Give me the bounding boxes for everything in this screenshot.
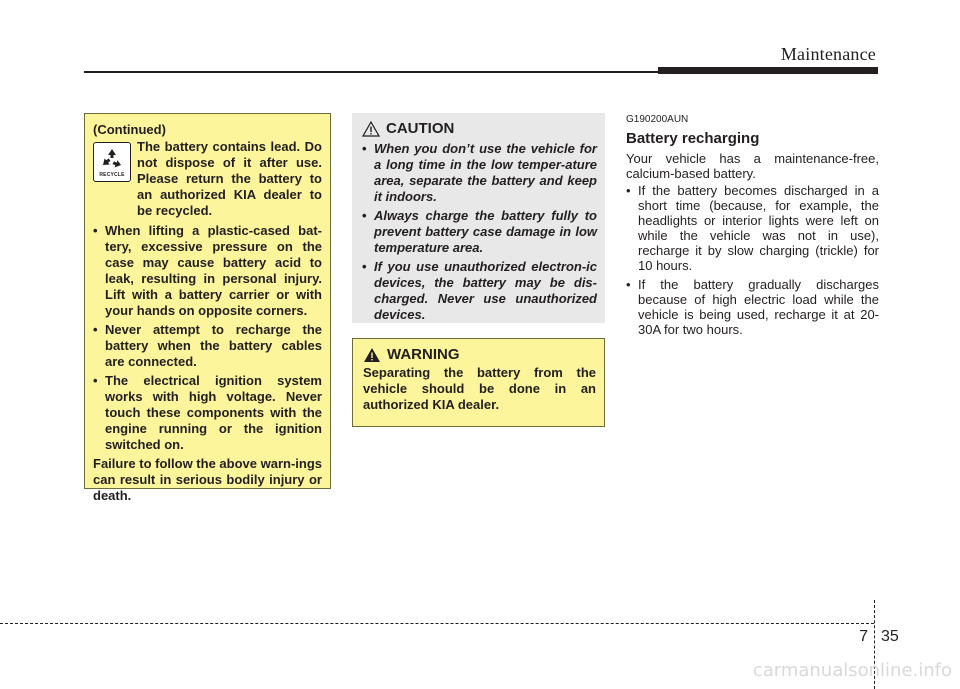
caution-list [362, 141, 597, 323]
document-code: G190200AUN [626, 114, 689, 125]
list-item: • If you use unauthorized electron-ic devices, the battery may be dis-charged. Never use unauthorized devices. [362, 259, 597, 323]
warning-title: WARNING [387, 346, 460, 363]
warning-box [352, 338, 605, 427]
list-item: • When lifting a plastic-cased bat-tery, excessive pressure on the case may cause battery acid to leak, resulting in personal injury. Lift with a battery carrier or with your hands on opposite corners. [93, 223, 322, 319]
warning-text: Separating the battery from the vehicle should be done in an authorized KIA dealer. [363, 365, 596, 412]
warning-triangle-icon [363, 347, 381, 363]
intro-paragraph: Your vehicle has a maintenance-free, calcium-based battery. [626, 151, 879, 181]
section-heading: Battery recharging [626, 130, 760, 147]
warning-closing: Failure to follow the above warn-ings can result in serious bodily injury or death. [93, 456, 322, 503]
header-rule-thin [84, 71, 658, 73]
list-item: • Always charge the battery fully to prevent battery case damage in low temperature area. [362, 208, 597, 256]
page-number: 35 [881, 628, 899, 645]
continued-label: (Continued) [93, 122, 166, 137]
header-rule-thick [658, 67, 878, 74]
battery-warning-box [84, 113, 331, 503]
recharging-list [626, 183, 879, 337]
recycle-symbol-icon [99, 146, 125, 172]
battery-recharging-section [626, 112, 879, 341]
list-item: • When you don’t use the vehicle for a long time in the low temper-ature area, separate the battery and keep it indoors. [362, 141, 597, 205]
battery-warning-list [93, 223, 322, 453]
list-item: • The electrical ignition system works with high voltage. Never touch these components with the engine running or the ignition switched on. [93, 373, 322, 453]
caution-header [362, 121, 597, 137]
recycle-text: The battery contains lead. Do not dispose of it after use. Please return the battery to an authorized KIA dealer to be recycled. [137, 139, 322, 218]
recycle-icon [93, 142, 131, 182]
warning-header [363, 347, 596, 363]
caution-triangle-icon [362, 121, 380, 137]
section-title: Maintenance [780, 44, 876, 64]
list-item: • Never attempt to recharge the battery when the battery cables are connected. [93, 322, 322, 370]
recycle-badge-label: RECYCLE [99, 172, 125, 178]
caution-title: CAUTION [386, 120, 455, 137]
caution-box [352, 113, 605, 323]
recycle-notice [93, 139, 322, 219]
footer-rule [0, 623, 874, 624]
list-item: • If the battery gradually discharges because of high electric load while the vehicle is being used, recharge it at 20-30A for two hours. [626, 277, 879, 337]
chapter-number: 7 [859, 628, 868, 645]
watermark: carmanualsonline.info [752, 660, 952, 681]
list-item: • If the battery becomes discharged in a short time (because, for example, the headlights or interior lights were left on while the vehicle was not in use), recharge it by slow charging (trickle) for 10 hours. [626, 183, 879, 273]
